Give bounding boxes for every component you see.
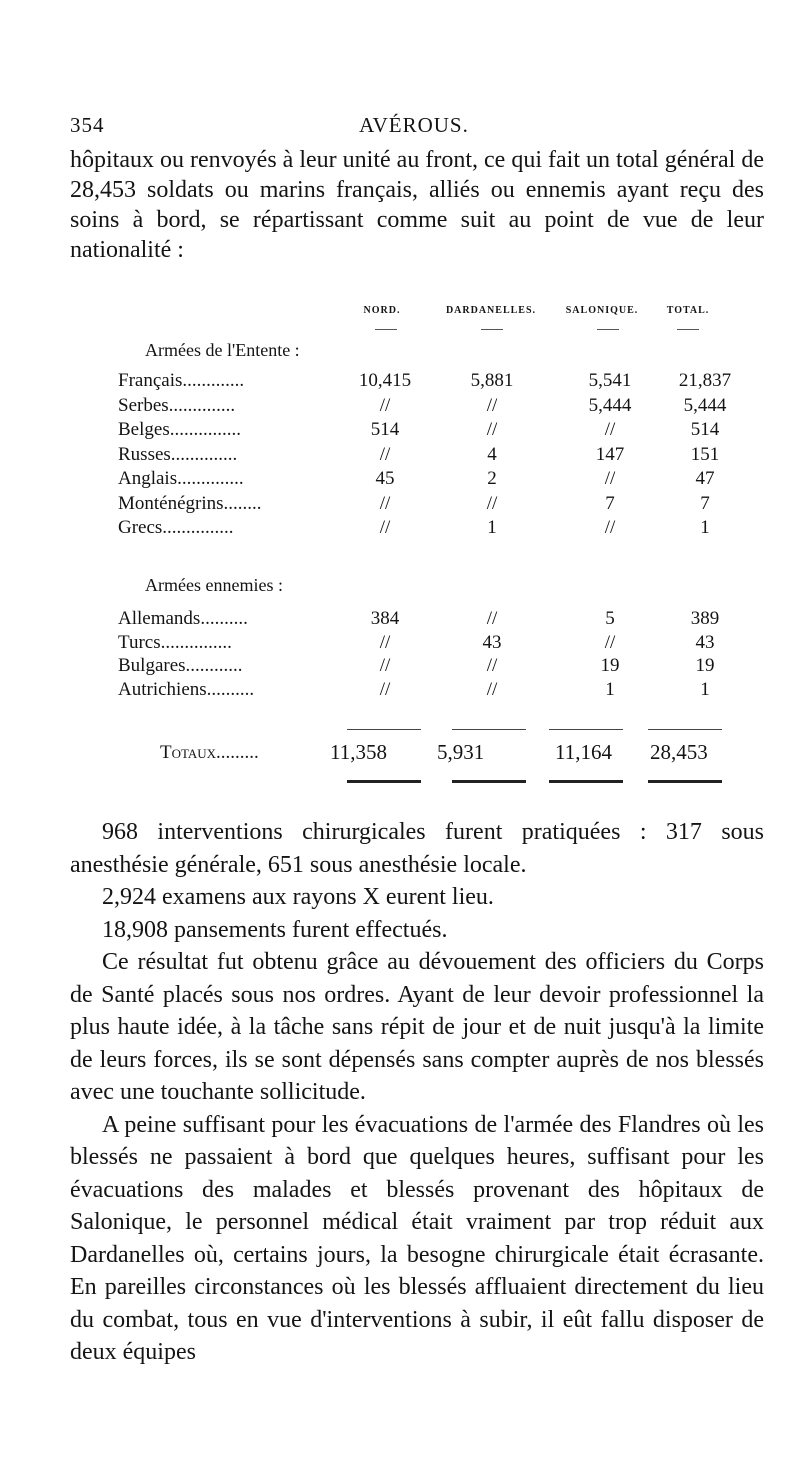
cell-total: 1 — [700, 678, 710, 700]
cell-dardanelles: // — [486, 678, 498, 700]
intro-paragraph — [70, 145, 764, 265]
table-row — [0, 493, 800, 517]
cell-dardanelles: 4 — [487, 443, 497, 465]
row-label: Français............. — [118, 370, 245, 391]
totals-total: 28,453 — [650, 740, 708, 764]
body-paragraph: 968 interventions chirurgicales furent pratiquées : 317 sous anesthésie générale, 651 sous anesthésie locale. — [70, 819, 764, 878]
cell-nord: 10,415 — [358, 370, 412, 391]
cell-salonique: 5 — [605, 608, 615, 629]
body-paragraph: 18,908 pansements furent effectués. — [102, 916, 448, 943]
column-rule-thick — [452, 780, 526, 783]
cell-dardanelles: 1 — [487, 517, 497, 538]
table-row — [0, 370, 800, 394]
cell-total: 19 — [695, 655, 715, 676]
cell-nord: // — [379, 492, 391, 514]
column-dash — [597, 329, 619, 330]
cell-nord: // — [379, 631, 391, 653]
intro-text: hôpitaux ou renvoyés à leur unité au front, ce qui fait un total général de 28,453 soldats ou marins français, alliés ou ennemis ayant reçu des soins à bord, se répartissant comme suit au point de vue de leur nationalité : — [70, 147, 764, 263]
cell-salonique: // — [604, 631, 616, 653]
column-header-total: TOTAL. — [666, 305, 710, 316]
row-label: Grecs............... — [118, 517, 234, 538]
cell-dardanelles: // — [486, 608, 498, 629]
column-rule — [347, 729, 421, 730]
row-label: Russes.............. — [118, 443, 238, 465]
cell-dardanelles: 43 — [482, 631, 502, 653]
column-rule-thick — [347, 780, 421, 783]
body-paragraph: Ce résultat fut obtenu grâce au dévouement des officiers du Corps de Santé placés sous nos ordres. Ayant de leur devoir professionnel la plus haute idée, à la tâche sans répit de jour et de nuit jusqu'à la limite de leurs forces, ils se sont dépensés sans compter auprès de nos blessés avec une touchante sollicitude. — [70, 949, 764, 1105]
cell-nord: // — [379, 517, 391, 538]
body-paragraph: A peine suffisant pour les évacuations de l'armée des Flandres où les blessés ne passaient à bord que quelques heures, suffisant pour les évacuations des malades et blessés provenant des hôpitaux de Salonique, le personnel médical était vraiment par trop réduit aux Dardanelles où, certains jours, la besogne chirurgicale était écrasante. En pareilles circonstances où les blessés affluaient directement du lieu du combat, tous en vue d'interventions à subir, il eût fallu disposer de deux équipes — [70, 1111, 764, 1365]
totals-label: Totaux......... — [160, 742, 259, 763]
column-header-dardanelles: DARDANELLES. — [445, 305, 537, 316]
cell-salonique: 19 — [600, 655, 620, 676]
cell-salonique: 5,444 — [588, 394, 632, 416]
column-rule-thick — [648, 780, 722, 783]
cell-nord: // — [379, 678, 391, 700]
table-row — [0, 444, 800, 468]
cell-salonique: 7 — [605, 492, 615, 514]
row-label: Belges............... — [118, 419, 241, 440]
totals-salonique: 11,164 — [555, 740, 612, 764]
cell-salonique: // — [604, 517, 616, 538]
cell-total: 47 — [695, 468, 715, 489]
cell-dardanelles: // — [486, 419, 498, 440]
totals-dardanelles: 5,931 — [437, 740, 485, 764]
cell-nord: 514 — [370, 419, 400, 440]
cell-dardanelles: 2 — [487, 468, 497, 489]
cell-nord: // — [379, 655, 391, 676]
page-number: 354 — [70, 113, 105, 137]
cell-salonique: 1 — [605, 678, 615, 700]
cell-total: 43 — [695, 631, 715, 653]
table-row — [0, 517, 800, 541]
body-paragraph: 2,924 examens aux rayons X eurent lieu. — [102, 884, 494, 910]
column-rule — [549, 729, 623, 730]
row-label: Allemands.......... — [118, 608, 248, 629]
row-label: Autrichiens.......... — [118, 678, 255, 700]
column-rule-thick — [549, 780, 623, 783]
column-dash — [677, 329, 699, 330]
cell-salonique: // — [604, 419, 616, 440]
cell-dardanelles: // — [486, 394, 498, 416]
cell-total: 389 — [690, 608, 720, 629]
cell-total: 7 — [700, 492, 710, 514]
column-dash — [375, 329, 397, 330]
column-rule — [648, 729, 722, 730]
cell-total: 21,837 — [678, 370, 732, 391]
cell-nord: // — [379, 394, 391, 416]
row-label: Serbes.............. — [118, 394, 236, 416]
cell-total: 151 — [690, 443, 720, 465]
totals-nord: 11,358 — [330, 740, 387, 764]
row-label: Bulgares............ — [118, 655, 243, 676]
table-row — [0, 655, 800, 679]
running-title: AVÉROUS. — [359, 113, 469, 137]
column-dash — [481, 329, 503, 330]
cell-dardanelles: 5,881 — [470, 370, 514, 391]
cell-nord: // — [379, 443, 391, 465]
cell-dardanelles: // — [486, 655, 498, 676]
row-label: Monténégrins........ — [118, 492, 262, 514]
column-header-nord: NORD. — [363, 305, 401, 316]
cell-dardanelles: // — [486, 492, 498, 514]
body-text — [70, 816, 764, 1369]
cell-nord: 384 — [370, 608, 400, 629]
cell-salonique: // — [604, 468, 616, 489]
cell-total: 514 — [690, 419, 720, 440]
cell-salonique: 5,541 — [588, 370, 632, 391]
table-row — [0, 468, 800, 492]
running-head — [70, 113, 758, 143]
column-header-salonique: SALONIQUE. — [565, 305, 639, 316]
cell-total: 5,444 — [683, 394, 727, 416]
section-title-entente: Armées de l'Entente : — [145, 340, 300, 360]
section-title-ennemies: Armées ennemies : — [145, 575, 283, 595]
column-rule — [452, 729, 526, 730]
table-row — [0, 395, 800, 419]
row-label: Turcs............... — [118, 631, 232, 653]
table-row — [0, 632, 800, 656]
table-row — [0, 608, 800, 632]
cell-salonique: 147 — [595, 443, 625, 465]
table-row — [0, 419, 800, 443]
row-label: Anglais.............. — [118, 468, 244, 489]
cell-total: 1 — [700, 517, 710, 538]
table-row — [0, 679, 800, 703]
cell-nord: 45 — [375, 468, 395, 489]
